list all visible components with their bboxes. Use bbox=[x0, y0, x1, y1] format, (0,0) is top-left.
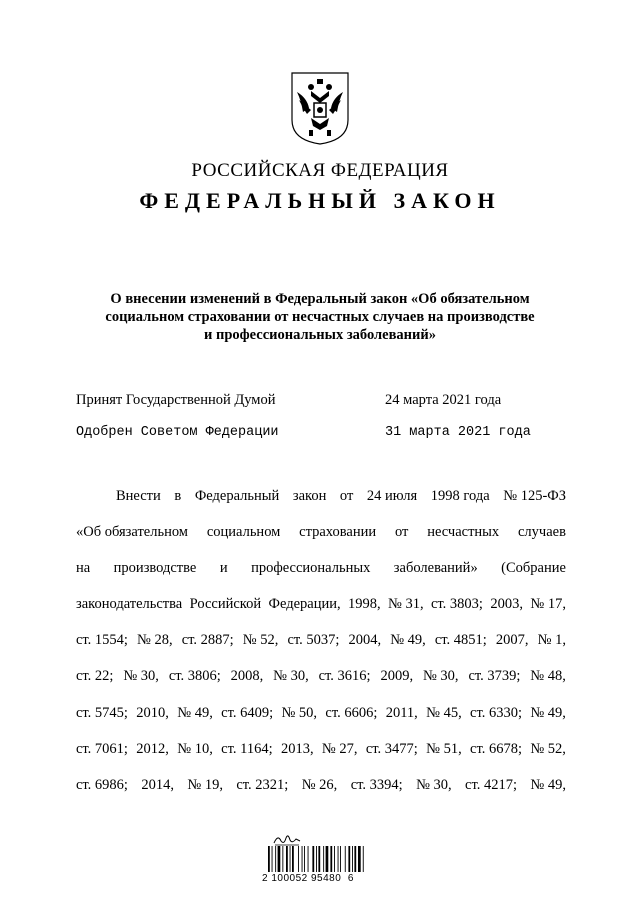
body-word: 2009, bbox=[380, 668, 414, 685]
barcode-bar bbox=[292, 846, 294, 872]
body-word: № 48, bbox=[530, 668, 566, 685]
body-word: ст. 3739; bbox=[468, 668, 521, 685]
council-approval-date: 31 марта 2021 года bbox=[385, 425, 531, 440]
body-word: № 49, bbox=[530, 776, 566, 793]
body-word: несчастных bbox=[427, 524, 500, 541]
barcode-bar bbox=[345, 846, 346, 872]
law-body bbox=[76, 488, 566, 813]
barcode-bar bbox=[330, 846, 332, 872]
body-word: 2004, bbox=[348, 632, 382, 649]
barcode-bar bbox=[275, 846, 276, 872]
body-word: 2008, bbox=[230, 668, 264, 685]
body-word: ст. 6678; bbox=[470, 740, 522, 757]
body-word: ст. 3477; bbox=[365, 740, 418, 757]
duma-adoption-label: Принят Государственной Думой bbox=[76, 392, 276, 408]
body-word: в bbox=[174, 488, 182, 504]
body-word: от bbox=[394, 524, 409, 541]
body-word: ст. 6409; bbox=[221, 704, 274, 721]
body-word: Внести bbox=[116, 488, 161, 504]
barcode-bar bbox=[308, 846, 309, 872]
body-line bbox=[76, 632, 566, 668]
barcode-bar bbox=[304, 846, 305, 872]
body-line bbox=[76, 741, 566, 777]
body-word: № 49, bbox=[177, 704, 213, 721]
law-title-line: О внесении изменений в Федеральный закон «Об обязательном bbox=[110, 291, 530, 307]
body-word: № 52, bbox=[242, 632, 279, 649]
barcode-bar bbox=[316, 846, 317, 872]
body-word: ст. 6606; bbox=[325, 704, 378, 721]
barcode-bar bbox=[268, 846, 270, 872]
body-word: 2010, bbox=[136, 704, 169, 721]
body-line bbox=[76, 596, 566, 632]
barcode-bar bbox=[363, 846, 364, 872]
body-word: № 51, bbox=[426, 740, 462, 757]
body-word: ст. 2321; bbox=[236, 776, 289, 793]
body-word: социальном bbox=[206, 524, 281, 541]
body-word: закон bbox=[292, 488, 327, 504]
body-word: 2007, bbox=[495, 632, 529, 649]
russian-coat-of-arms-icon bbox=[289, 70, 351, 146]
body-word: 2013, bbox=[280, 740, 314, 757]
barcode-number: 2 100052 95480 6 bbox=[262, 873, 354, 884]
barcode-bar bbox=[354, 846, 356, 872]
body-word: ст. 3806; bbox=[168, 668, 221, 685]
barcode-bar bbox=[326, 846, 329, 872]
body-word: 2014, bbox=[141, 776, 174, 793]
registration-mark-icon bbox=[272, 832, 302, 846]
body-word: № 49, bbox=[390, 632, 426, 649]
body-word: и bbox=[219, 560, 228, 577]
body-word: производстве bbox=[113, 560, 197, 577]
body-word: ст. 3803; bbox=[431, 596, 483, 613]
body-word: ст. 3616; bbox=[318, 668, 371, 685]
body-word: № 17, bbox=[530, 596, 566, 613]
body-word: ст. 6986; bbox=[76, 776, 128, 793]
body-word: Российской bbox=[189, 596, 262, 613]
body-line bbox=[76, 560, 566, 596]
body-word: № 28, bbox=[137, 632, 173, 649]
body-word: (Собрание bbox=[501, 560, 566, 577]
body-word: № 52, bbox=[530, 740, 566, 757]
barcode-bar bbox=[338, 846, 339, 872]
document-barcode bbox=[262, 832, 392, 882]
body-word: ст. 4217; bbox=[465, 776, 518, 793]
body-line bbox=[76, 524, 566, 560]
body-word: ст. 5037; bbox=[287, 632, 340, 649]
body-word: ст. 5745; bbox=[76, 704, 128, 721]
body-word: случаев bbox=[518, 524, 566, 541]
body-word: профессиональных bbox=[251, 560, 371, 577]
barcode-bar bbox=[340, 846, 341, 872]
body-word: ст. 1554; bbox=[76, 632, 128, 649]
body-line bbox=[76, 777, 566, 813]
country-name: РОССИЙСКАЯ ФЕДЕРАЦИЯ bbox=[191, 160, 449, 181]
barcode-bar bbox=[290, 846, 291, 872]
barcode-bar bbox=[302, 846, 303, 872]
council-approval-label: Одобрен Советом Федерации bbox=[76, 425, 279, 440]
body-word: «Об обязательном bbox=[76, 524, 188, 541]
body-line bbox=[76, 668, 566, 704]
body-word: № 1, bbox=[537, 632, 566, 649]
body-line bbox=[76, 488, 566, 524]
barcode-bar bbox=[272, 846, 273, 872]
body-word: от bbox=[339, 488, 354, 504]
body-word: № 30, bbox=[273, 668, 309, 685]
body-word: № 19, bbox=[187, 776, 223, 793]
body-word: Федеральный bbox=[194, 488, 280, 504]
barcode-bar bbox=[358, 846, 361, 872]
barcode-bar bbox=[298, 846, 299, 872]
body-word: № 30, bbox=[416, 776, 452, 793]
body-word: страховании bbox=[299, 524, 377, 541]
body-word: на bbox=[76, 560, 91, 577]
body-word: 24 июля bbox=[366, 488, 418, 504]
body-word: 2012, bbox=[136, 740, 169, 757]
barcode-bar bbox=[323, 846, 324, 872]
body-word: № 31, bbox=[388, 596, 424, 613]
body-word: ст. 6330; bbox=[470, 704, 522, 721]
body-word: заболеваний» bbox=[393, 560, 478, 577]
body-word: ст. 2887; bbox=[181, 632, 234, 649]
body-word: № 30, bbox=[123, 668, 159, 685]
body-word: 2011, bbox=[385, 704, 418, 721]
body-word: ст. 3394; bbox=[350, 776, 403, 793]
body-word: № 30, bbox=[422, 668, 459, 685]
body-word: Федерации, bbox=[268, 596, 341, 613]
body-word: 1998 года bbox=[430, 488, 490, 504]
body-word: № 26, bbox=[301, 776, 338, 793]
body-word: ст. 7061; bbox=[76, 740, 128, 757]
barcode-bars bbox=[268, 846, 382, 872]
barcode-bar bbox=[348, 846, 350, 872]
duma-adoption-date: 24 марта 2021 года bbox=[385, 392, 502, 408]
document-type: ФЕДЕРАЛЬНЫЙ ЗАКОН bbox=[139, 188, 501, 213]
barcode-bar bbox=[286, 846, 288, 872]
body-word: № 49, bbox=[530, 704, 566, 721]
body-word: ст. 4851; bbox=[434, 632, 487, 649]
law-title-line: социальном страховании от несчастных случаев на производстве bbox=[105, 309, 535, 325]
barcode-bar bbox=[278, 846, 281, 872]
body-word: № 125-ФЗ bbox=[503, 488, 566, 504]
body-word: ст. 22; bbox=[76, 668, 114, 685]
body-word: № 45, bbox=[426, 704, 462, 721]
barcode-bar bbox=[282, 846, 283, 872]
body-word: № 50, bbox=[281, 704, 318, 721]
body-word: 1998, bbox=[348, 596, 381, 613]
barcode-bar bbox=[318, 846, 320, 872]
body-word: № 27, bbox=[321, 740, 358, 757]
law-title bbox=[90, 290, 550, 344]
body-word: 2003, bbox=[490, 596, 523, 613]
law-title-line: и профессиональных заболеваний» bbox=[203, 327, 436, 343]
barcode-bar bbox=[334, 846, 335, 872]
body-word: № 10, bbox=[177, 740, 213, 757]
body-word: законодательства bbox=[76, 596, 183, 613]
body-line bbox=[76, 705, 566, 741]
barcode-bar bbox=[312, 846, 314, 872]
barcode-bar bbox=[352, 846, 353, 872]
body-word: ст. 1164; bbox=[221, 740, 273, 757]
